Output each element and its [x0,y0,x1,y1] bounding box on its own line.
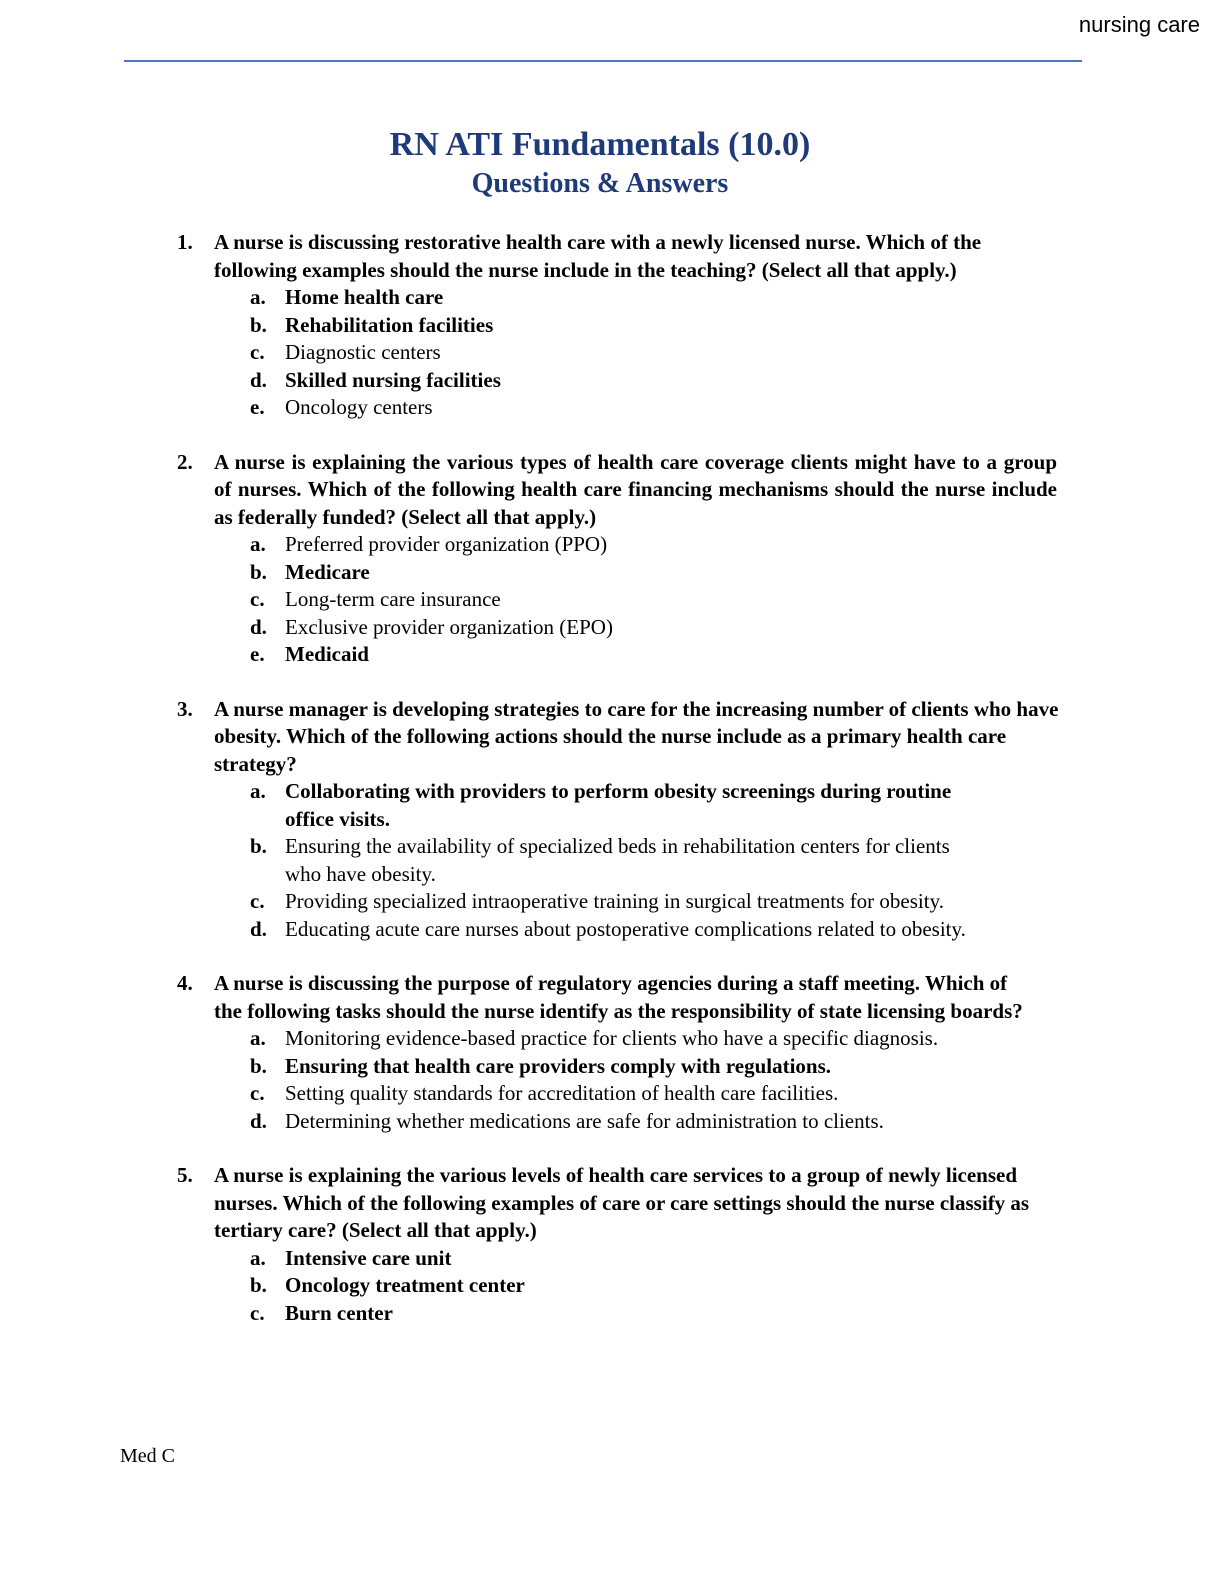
question-text: A nurse is discussing restorative health care with a newly licensed nurse. Which of the following examples should the nurse include in the teaching? (Select all that apply.) [214,230,982,282]
option [0,778,1224,833]
option [0,586,1224,614]
option [0,833,1224,888]
option-letter: e. [250,395,265,419]
option-text: Collaborating with providers to perform obesity screenings during routine office visits. [285,779,952,831]
option-letter: a. [250,1245,266,1270]
option-text: Rehabilitation facilities [285,312,494,337]
question-text: A nurse is explaining the various types of health care coverage clients might have to a group of nurses. Which of the following health care financing mechanisms should the nurse include as federally funded? (Select all that apply.) [214,449,1057,529]
option-letter: d. [250,916,267,941]
question-list [0,229,1224,1354]
question [0,1162,1224,1327]
option [0,1272,1224,1300]
question [0,970,1224,1135]
option [0,614,1224,642]
option-text: Oncology treatment center [285,1273,525,1297]
document-title: RN ATI Fundamentals (10.0) [389,126,811,163]
question-text: A nurse is discussing the purpose of regulatory agencies during a staff meeting. Which of the following tasks should the nurse identify as the responsibility of state licensing boards? [214,971,1023,1023]
option-letter: a. [250,532,266,556]
option-text: Medicare [285,559,370,584]
question [0,696,1224,944]
option-text: Educating acute care nurses about postoperative complications related to obesity. [285,916,966,941]
option [0,1108,1224,1136]
option-letter: c. [250,1081,265,1105]
option-text: Intensive care unit [285,1245,452,1270]
option-letter: c. [250,587,265,611]
question [0,229,1224,422]
option-letter: b. [250,559,267,584]
option-text: Burn center [285,1300,393,1325]
option-text: Providing specialized intraoperative training in surgical treatments for obesity. [285,889,944,913]
option-text: Home health care [285,285,444,309]
option-text: Oncology centers [285,395,433,419]
option [0,1025,1224,1053]
option-letter: d. [250,1108,267,1133]
option-text: Ensuring the availability of specialized beds in rehabilitation centers for clients who have obesity. [285,834,950,886]
option-text: Preferred provider organization (PPO) [285,532,608,556]
header-tag: nursing care [1078,12,1200,37]
option [0,367,1224,395]
option-letter: b. [250,312,267,337]
option-text: Exclusive provider organization (EPO) [285,614,613,639]
option-letter: e. [250,642,265,666]
option [0,1300,1224,1328]
option-letter: d. [250,367,267,392]
option [0,888,1224,916]
option-list [0,1025,1224,1135]
question-number: 1. [177,230,193,254]
option [0,641,1224,669]
question-number: 4. [177,971,193,995]
option-letter: c. [250,889,265,913]
option [0,531,1224,559]
option-letter: b. [250,834,267,858]
question-text: A nurse manager is developing strategies to care for the increasing number of clients who have obesity. Which of the following actions should the nurse include as a primary health care strategy? [214,696,1059,776]
option-text: Long-term care insurance [285,587,501,611]
option-list [0,531,1224,669]
header-rule [124,60,1082,62]
question-number: 3. [177,696,193,721]
option-text: Monitoring evidence-based practice for clients who have a specific diagnosis. [285,1026,939,1050]
option-text: Skilled nursing facilities [285,367,501,392]
option-letter: b. [250,1273,267,1297]
footer-text: Med C [120,1445,175,1467]
option [0,1053,1224,1081]
option-list [0,284,1224,422]
option [0,916,1224,944]
option-list [0,1245,1224,1328]
option-letter: d. [250,614,267,639]
option-text: Determining whether medications are safe for administration to clients. [285,1108,884,1133]
option-letter: a. [250,285,266,309]
option-letter: a. [250,1026,266,1050]
option [0,1245,1224,1273]
option [0,394,1224,422]
document-subtitle: Questions & Answers [471,168,729,199]
question-number: 2. [177,449,193,474]
option [0,339,1224,367]
option-letter: c. [250,340,265,364]
option-letter: b. [250,1053,267,1078]
option [0,284,1224,312]
option-text: Setting quality standards for accreditation of health care facilities. [285,1081,839,1105]
option [0,1080,1224,1108]
option-text: Ensuring that health care providers comply with regulations. [285,1053,832,1078]
option-text: Diagnostic centers [285,340,441,364]
question-number: 5. [177,1163,193,1187]
question-text: A nurse is explaining the various levels of health care services to a group of newly licensed nurses. Which of the following examples of care or care settings should the nurse classify as tertiary care? (Select all that apply.) [214,1163,1030,1242]
question [0,449,1224,669]
option [0,312,1224,340]
option-letter: c. [250,1300,265,1325]
option-text: Medicaid [285,642,369,666]
option-letter: a. [250,779,266,803]
option-list [0,778,1224,943]
option [0,559,1224,587]
